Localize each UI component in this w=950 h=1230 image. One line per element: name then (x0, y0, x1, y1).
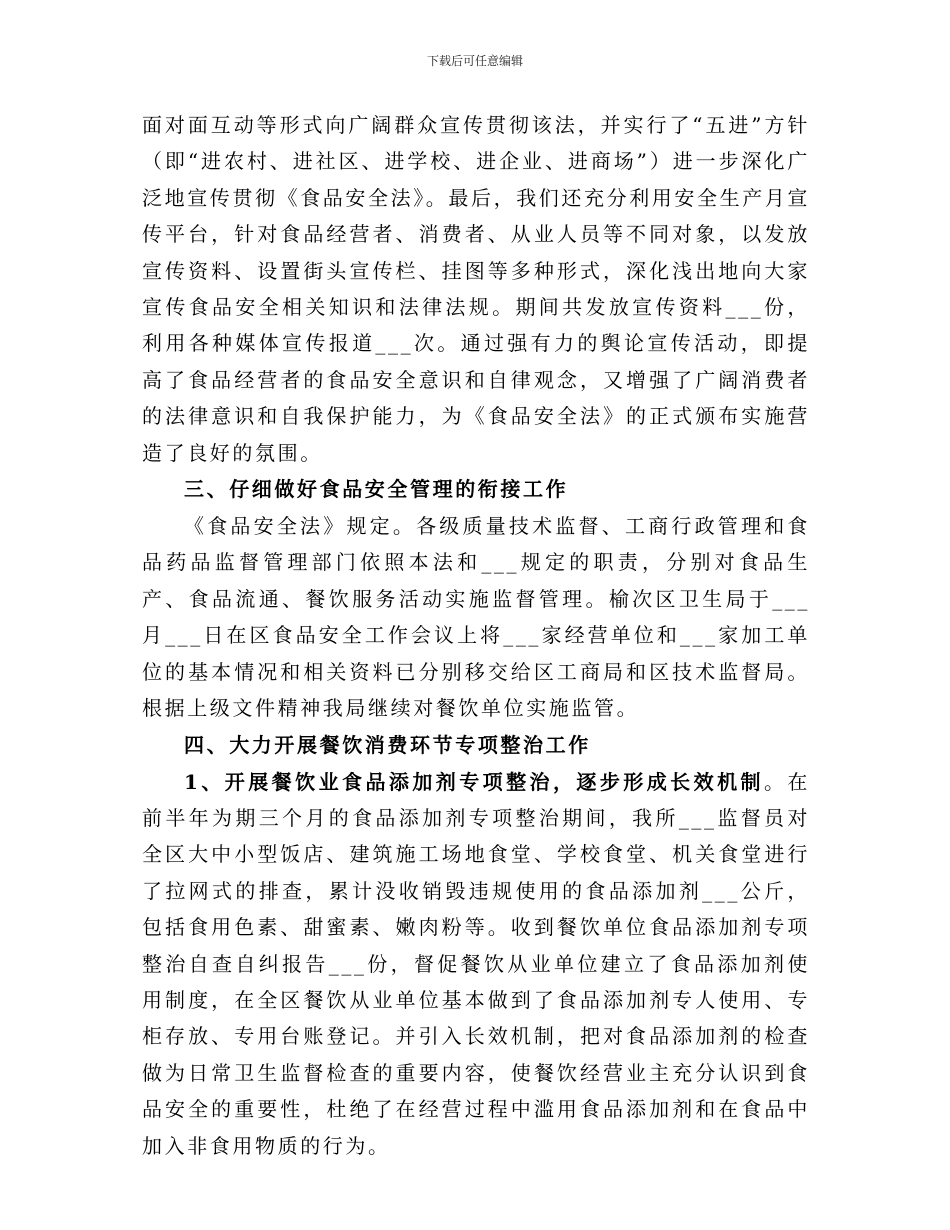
page-header: 下载后可任意编辑 (426, 54, 523, 68)
paragraph-additives (142, 764, 810, 1164)
subsection-body: 。在前半年为期三个月的食品添加剂专项整治期间，我所___监督员对全区大中小型饭店、建筑施工场地食堂、学校食堂、机关食堂进行了拉网式的排查，累计没收销毁违规使用的食品添加剂___公斤，包括食用色素、甜蜜素、嫩肉粉等。收到餐饮单位食品添加剂专项整治自查自纠报告___份，督促餐饮从业单位建立了食品添加剂使用制度，在全区餐饮从业单位基本做到了食品添加剂专人使用、专柜存放、专用台账登记。并引入长效机制，把对食品添加剂的检查做为日常卫生监督检查的重要内容，使餐饮经营业主充分认识到食品安全的重要性，杜绝了在经营过程中滥用食品添加剂和在食品中加入非食用物质的行为。 (142, 769, 810, 1158)
paragraph-publicity: 面对面互动等形式向广阔群众宣传贯彻该法，并实行了“五进”方针（即“进农村、进社区、进学校、进企业、进商场”）进一步深化广泛地宣传贯彻《食品安全法》。最后，我们还充分利用安全生产月宣传平台，针对食品经营者、消费者、从业人员等不同对象，以发放宣传资料、设置街头宣传栏、挂图等多种形式，深化浅出地向大家宣传食品安全相关知识和法律法规。期间共发放宣传资料___份，利用各种媒体宣传报道___次。通过强有力的舆论宣传活动，即提高了食品经营者的食品安全意识和自律观念，又增强了广阔消费者的法律意识和自我保护能力，为《食品安全法》的正式颁布实施营造了良好的氛围。 (142, 113, 810, 465)
paragraph-handover: 《食品安全法》规定。各级质量技术监督、工商行政管理和食品药品监督管理部门依照本法和___规定的职责，分别对食品生产、食品流通、餐饮服务活动实施监督管理。榆次区卫生局于___月___日在区食品安全工作会议上将___家经营单位和___家加工单位的基本情况和相关资料已分别移交给区工商局和区技术监督局。根据上级文件精神我局继续对餐饮单位实施监管。 (142, 514, 810, 721)
section-heading-4: 四、大力开展餐饮消费环节专项整治工作 (184, 732, 591, 757)
section-heading-3: 三、仔细做好食品安全管理的衔接工作 (184, 477, 569, 502)
document-body (142, 107, 810, 1164)
subsection-lead: 1、开展餐饮业食品添加剂专项整治，逐步形成长效机制 (184, 769, 764, 794)
